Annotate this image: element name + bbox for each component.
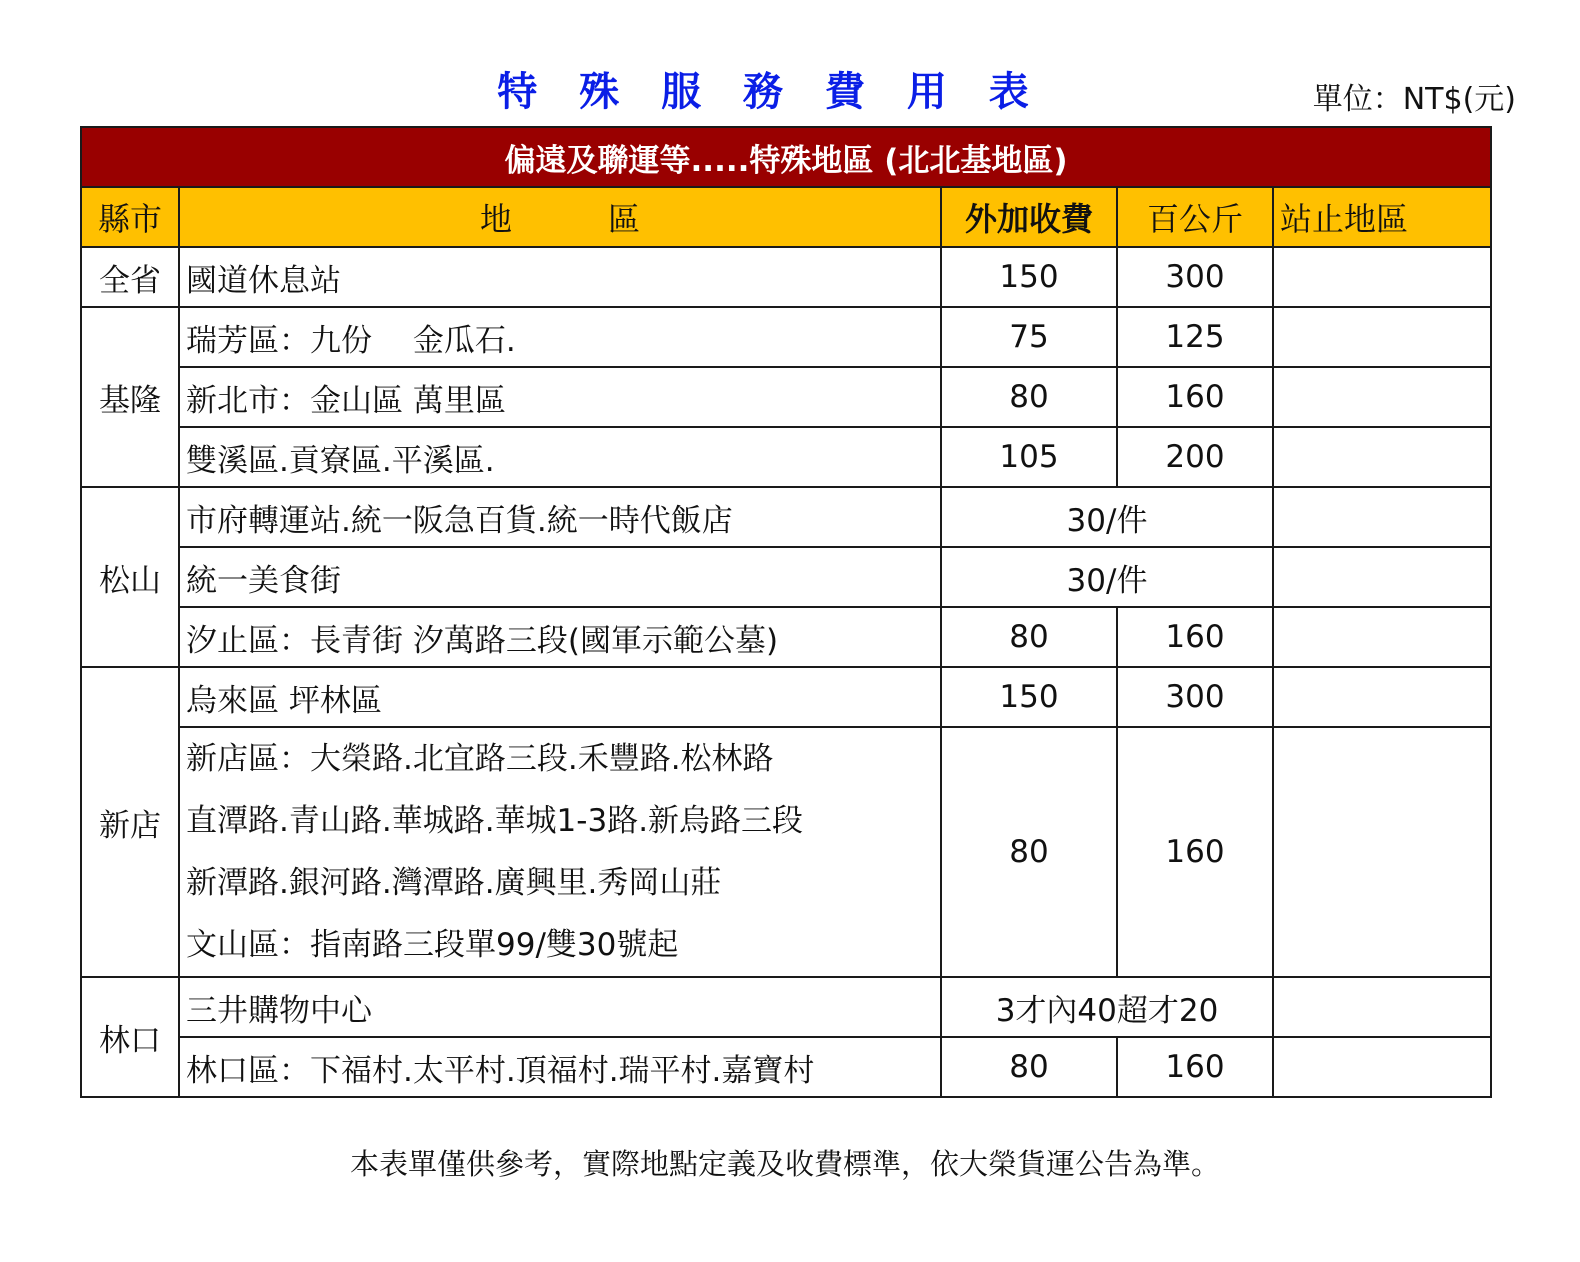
stop-cell <box>1273 607 1491 667</box>
header-city: 縣市 <box>81 187 179 247</box>
per100kg-cell: 160 <box>1117 367 1273 427</box>
merged-fee-cell: 3才內40超才20 <box>941 977 1273 1037</box>
stop-cell <box>1273 667 1491 727</box>
area-cell: 國道休息站 <box>179 247 941 307</box>
table-banner: 偏遠及聯運等.....特殊地區 (北北基地區) <box>81 127 1491 187</box>
table-row <box>81 667 1491 727</box>
stop-cell <box>1273 1037 1491 1097</box>
area-cell: 三井購物中心 <box>179 977 941 1037</box>
per100kg-cell: 160 <box>1117 727 1273 977</box>
per100kg-cell: 160 <box>1117 607 1273 667</box>
disclaimer-note: 本表單僅供參考，實際地點定義及收費標準，依大榮貨運公告為準。 <box>349 1147 1220 1181</box>
currency-unit: 單位：NT$(元) <box>1312 82 1516 117</box>
surcharge-cell: 80 <box>941 607 1117 667</box>
per100kg-cell: 300 <box>1117 667 1273 727</box>
area-cell: 新北市：金山區 萬里區 <box>179 367 941 427</box>
area-cell: 市府轉運站.統一阪急百貨.統一時代飯店 <box>179 487 941 547</box>
per100kg-cell: 300 <box>1117 247 1273 307</box>
stop-cell <box>1273 247 1491 307</box>
surcharge-cell: 80 <box>941 727 1117 977</box>
area-cell: 統一美食街 <box>179 547 941 607</box>
city-cell: 松山 <box>81 487 179 667</box>
area-cell: 汐止區：長青街 汐萬路三段(國軍示範公墓) <box>179 607 941 667</box>
stop-cell <box>1273 977 1491 1037</box>
per100kg-cell: 160 <box>1117 1037 1273 1097</box>
area-cell: 雙溪區.貢寮區.平溪區. <box>179 427 941 487</box>
fee-table <box>80 126 1492 1098</box>
city-cell: 林口 <box>81 977 179 1097</box>
merged-fee-cell: 30/件 <box>941 487 1273 547</box>
surcharge-cell: 105 <box>941 427 1117 487</box>
area-line: 直潭路.青山路.華城路.華城1-3路.新烏路三段 <box>186 803 804 839</box>
area-cell: 烏來區 坪林區 <box>179 667 941 727</box>
per100kg-cell: 125 <box>1117 307 1273 367</box>
table-row <box>81 607 1491 667</box>
per100kg-cell: 200 <box>1117 427 1273 487</box>
stop-cell <box>1273 727 1491 977</box>
surcharge-cell: 75 <box>941 307 1117 367</box>
header-stop: 站止地區 <box>1273 187 1491 247</box>
table-row <box>81 547 1491 607</box>
table-row <box>81 427 1491 487</box>
header-area: 地 區 <box>179 187 941 247</box>
banner-row <box>81 127 1491 187</box>
area-cell: 林口區：下福村.太平村.頂福村.瑞平村.嘉寶村 <box>179 1037 941 1097</box>
page-title: 特 殊 服 務 費 用 表 <box>497 69 1043 115</box>
area-cell: 瑞芳區：九份 金瓜石. <box>179 307 941 367</box>
table-row <box>81 247 1491 307</box>
city-cell: 全省 <box>81 247 179 307</box>
table-row <box>81 977 1491 1037</box>
area-line: 新店區：大榮路.北宜路三段.禾豐路.松林路 <box>186 741 774 777</box>
surcharge-cell: 80 <box>941 367 1117 427</box>
header-per100kg: 百公斤 <box>1117 187 1273 247</box>
merged-fee-cell: 30/件 <box>941 547 1273 607</box>
stop-cell <box>1273 547 1491 607</box>
table-row <box>81 487 1491 547</box>
table-row <box>81 727 1491 977</box>
city-cell: 新店 <box>81 667 179 977</box>
surcharge-cell: 150 <box>941 247 1117 307</box>
table-row <box>81 1037 1491 1097</box>
stop-cell <box>1273 427 1491 487</box>
stop-cell <box>1273 487 1491 547</box>
area-cell-multiline <box>179 727 941 977</box>
area-line: 文山區：指南路三段單99/雙30號起 <box>186 927 679 963</box>
table-row <box>81 367 1491 427</box>
header-surcharge: 外加收費 <box>941 187 1117 247</box>
header-row <box>81 187 1491 247</box>
stop-cell <box>1273 367 1491 427</box>
surcharge-cell: 150 <box>941 667 1117 727</box>
table-row <box>81 307 1491 367</box>
stop-cell <box>1273 307 1491 367</box>
area-line: 新潭路.銀河路.灣潭路.廣興里.秀岡山莊 <box>186 865 722 901</box>
surcharge-cell: 80 <box>941 1037 1117 1097</box>
city-cell: 基隆 <box>81 307 179 487</box>
